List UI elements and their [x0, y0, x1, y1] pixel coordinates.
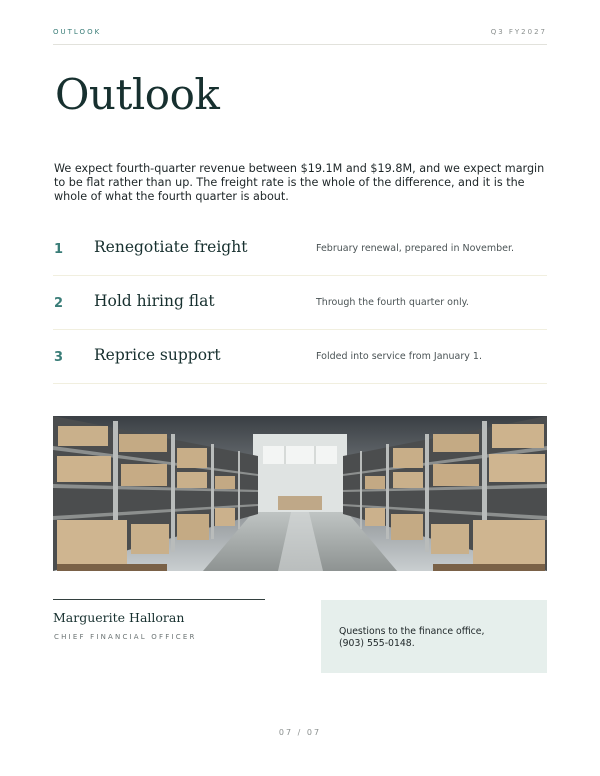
contact-box [321, 600, 547, 673]
contact-phone: (903) 555-0148. [339, 637, 415, 649]
running-header [53, 28, 547, 45]
signatory-name: Marguerite Halloran [53, 610, 185, 625]
action-title: Reprice support [94, 345, 221, 364]
action-list [53, 222, 547, 384]
action-note: February renewal, prepared in November. [316, 243, 515, 254]
period-label: Q3 FY2027 [490, 28, 547, 36]
lead-paragraph: We expect fourth-quarter revenue between $19.1M and $19.8M, and we expect margin to be flat rather than up. The freight rate is the whole of the difference, and it is the whole of what the fourth quarter is about. [54, 162, 545, 203]
page-title: Outlook [55, 70, 220, 119]
action-item [53, 330, 547, 384]
action-number: 1 [54, 242, 64, 257]
action-item [53, 276, 547, 330]
signatory-role: CHIEF FINANCIAL OFFICER [54, 633, 197, 641]
action-number: 2 [54, 296, 64, 311]
contact-line: Questions to the finance office, [339, 626, 485, 637]
section-label: OUTLOOK [53, 28, 102, 36]
action-title: Renegotiate freight [94, 237, 248, 256]
warehouse-photo [53, 416, 547, 571]
signature-rule [53, 599, 265, 600]
action-title: Hold hiring flat [94, 291, 215, 310]
action-number: 3 [54, 350, 64, 365]
page-number: 07 / 07 [278, 728, 322, 737]
action-note: Folded into service from January 1. [316, 351, 482, 362]
action-item [53, 222, 547, 276]
action-note: Through the fourth quarter only. [316, 297, 469, 308]
